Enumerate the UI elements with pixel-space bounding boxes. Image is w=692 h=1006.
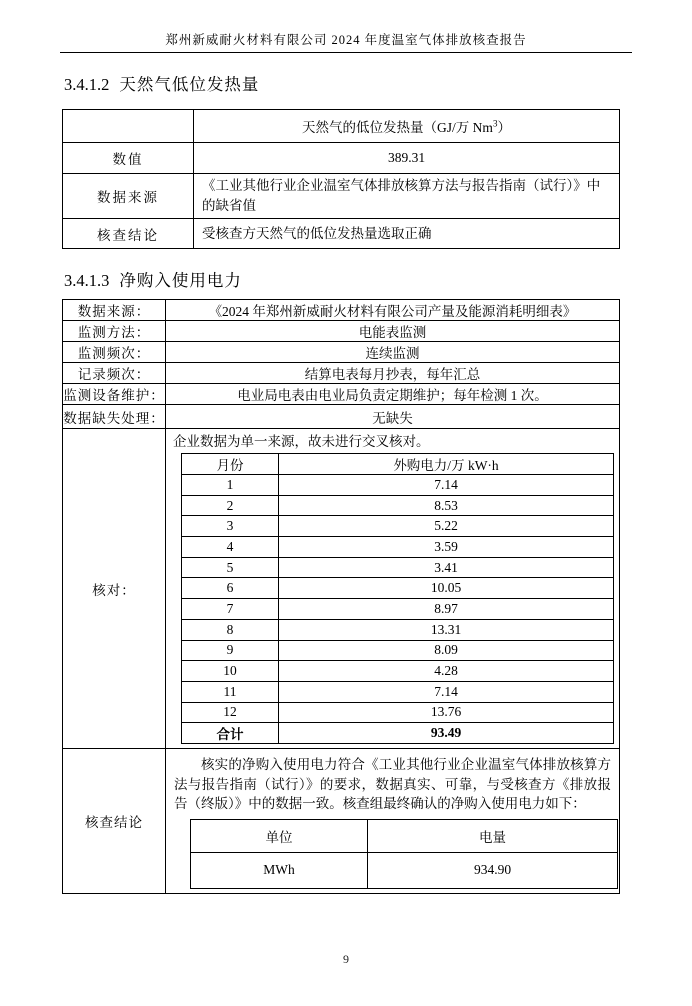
table-row — [63, 342, 620, 363]
row-label: 数据缺失处理： — [63, 405, 166, 429]
unit-column-header: 单位 — [191, 819, 368, 852]
total-label: 合计 — [182, 723, 279, 744]
running-header: 郑州新威耐火材料有限公司 2024 年度温室气体排放核查报告 — [60, 30, 632, 53]
monthly-electricity-table — [181, 453, 614, 744]
row-label: 核查结论 — [63, 219, 194, 249]
row-label: 数据来源： — [63, 300, 166, 321]
table-row — [63, 219, 620, 249]
row-label: 监测频次： — [63, 342, 166, 363]
row-label: 监测设备维护： — [63, 384, 166, 405]
table-row — [63, 384, 620, 405]
value-cell: 无缺失 — [166, 405, 620, 429]
monthly-row: 4 3.59 — [182, 537, 614, 558]
amount-column-header: 电量 — [368, 819, 618, 852]
check-row — [63, 429, 620, 749]
section-number: 3.4.1.3 — [64, 271, 110, 290]
conclusion-paragraph: 核实的净购入使用电力符合《工业其他行业企业温室气体排放核算方法与报告指南（试行）》的要求，数据真实、可靠，与受核查方《排放报告（终版）》中的数据一致。核查组最终确认的净购入使用电力如下： — [174, 757, 611, 812]
unit-value: MWh — [191, 852, 368, 888]
superscript-3: 3 — [492, 118, 498, 129]
month-column-header: 月份 — [182, 454, 279, 475]
monthly-row: 6 10.05 — [182, 578, 614, 599]
section-heading-3412 — [64, 71, 692, 95]
monthly-row: 12 13.76 — [182, 702, 614, 723]
monthly-row: 1 7.14 — [182, 475, 614, 496]
conclusion-row — [63, 749, 620, 894]
monthly-row: 2 8.53 — [182, 495, 614, 516]
monthly-total-row — [182, 723, 614, 744]
total-value: 93.49 — [279, 723, 614, 744]
value-cell: 389.31 — [194, 143, 620, 174]
value-cell: 电能表监测 — [166, 321, 620, 342]
row-label: 监测方法： — [63, 321, 166, 342]
value-cell: 连续监测 — [166, 342, 620, 363]
row-label: 核对： — [63, 429, 166, 749]
electricity-info-table — [62, 299, 620, 894]
row-label: 记录频次： — [63, 363, 166, 384]
section-title-text: 天然气低位发热量 — [119, 75, 260, 94]
table-row — [63, 174, 620, 219]
row-label: 数值 — [63, 143, 194, 174]
value-cell: 结算电表每月抄表，每年汇总 — [166, 363, 620, 384]
table-row — [63, 300, 620, 321]
value-cell: 电业局电表由电业局负责定期维护；每年检测 1 次。 — [166, 384, 620, 405]
monthly-header-row — [182, 454, 614, 475]
value-cell: 受核查方天然气的低位发热量选取正确 — [194, 219, 620, 249]
electricity-summary-table — [190, 819, 618, 889]
table-row — [63, 405, 620, 429]
monthly-row: 8 13.31 — [182, 619, 614, 640]
monthly-row: 3 5.22 — [182, 516, 614, 537]
check-content-cell — [166, 429, 620, 749]
electricity-column-header: 外购电力/万 kW·h — [279, 454, 614, 475]
monthly-row: 10 4.28 — [182, 661, 614, 682]
section-number: 3.4.1.2 — [64, 75, 110, 94]
monthly-row: 9 8.09 — [182, 640, 614, 661]
monthly-row: 11 7.14 — [182, 681, 614, 702]
empty-header-cell — [63, 110, 194, 143]
section-heading-3413 — [64, 267, 692, 291]
summary-header-row — [191, 819, 618, 852]
section-title-text: 净购入使用电力 — [119, 271, 242, 290]
row-label: 数据来源 — [63, 174, 194, 219]
table-row — [63, 110, 620, 143]
table-row — [63, 363, 620, 384]
summary-data-row — [191, 852, 618, 888]
monthly-row: 7 8.97 — [182, 599, 614, 620]
check-note: 企业数据为单一来源，故未进行交叉核对。 — [173, 434, 430, 449]
value-cell: 《2024 年郑州新威耐火材料有限公司产量及能源消耗明细表》 — [166, 300, 620, 321]
page-number: 9 — [343, 952, 349, 966]
monthly-row: 5 3.41 — [182, 557, 614, 578]
amount-value: 934.90 — [368, 852, 618, 888]
table-row — [63, 321, 620, 342]
value-cell: 《工业其他行业企业温室气体排放核算方法与报告指南（试行）》中的缺省值 — [194, 174, 620, 219]
table-row — [63, 143, 620, 174]
row-label: 核查结论 — [63, 749, 166, 894]
natural-gas-heating-value-table — [62, 109, 620, 249]
conclusion-content-cell — [166, 749, 620, 894]
column-header-cell: 天然气的低位发热量（GJ/万 Nm$^3$） — [194, 110, 620, 143]
